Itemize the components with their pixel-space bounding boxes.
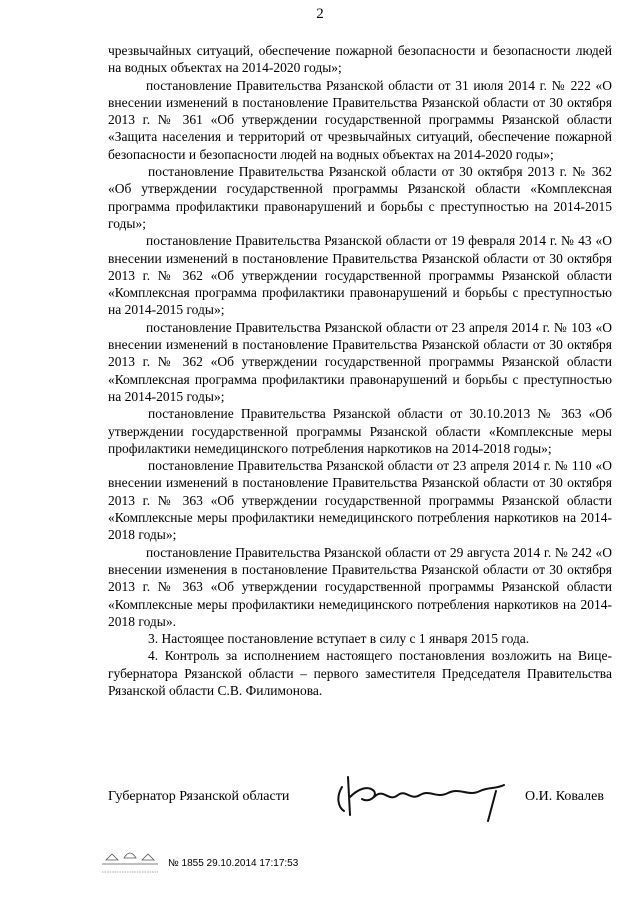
handwritten-signature — [328, 767, 528, 827]
paragraph: чрезвычайных ситуаций, обеспечение пожарной безопасности и безопасности людей на водных объектах на 2014-2020 годы»; — [108, 43, 612, 76]
signatory-title: Губернатор Рязанской области — [108, 789, 290, 804]
paragraph: постановление Правительства Рязанской области от 23 апреля 2014 г. № 110 «О внесении изменений в постановление Правительства Рязанской области от 30 октября 2013 г. № 363 «Об утверждении государственной программы Рязанской области «Комплексные меры профилактики немедицинского потребления наркотиков на 2014-2018 годы»; — [108, 458, 612, 543]
footer — [100, 848, 400, 878]
paragraph: 3. Настоящее постановление вступает в силу с 1 января 2015 года. — [148, 631, 530, 647]
registration-stamp: № 1855 29.10.2014 17:17:53 — [168, 858, 299, 869]
paragraph: постановление Правительства Рязанской области от 30.10.2013 № 363 «Об утверждении государственной программы Рязанской области «Комплексные меры профилактики немедицинского потребления наркотиков на 2014-2018 годы»; — [108, 406, 612, 456]
page-number: 2 — [316, 6, 324, 22]
paragraph: постановление Правительства Рязанской области от 31 июля 2014 г. № 222 «О внесении изменений в постановление Правительства Рязанской области от 30 октября 2013 г. № 361 «Об утверждении государственной программы Рязанской области «Защита населения и территорий от чрезвычайных ситуаций, обеспечение пожарной безопасности и безопасности людей на водных объектах на 2014-2020 годы»; — [108, 77, 612, 162]
paragraph: 4. Контроль за исполнением настоящего постановления возложить на Вице-губернатора Рязанской области – первого заместителя Председателя Правительства Рязанской области С.В. Филимонова. — [108, 648, 612, 698]
document-body — [108, 42, 612, 699]
government-emblem-icon — [100, 848, 160, 876]
paragraph: постановление Правительства Рязанской области от 30 октября 2013 г. № 362 «Об утверждении государственной программы Рязанской области «Комплексная программа профилактики правонарушений и борьбы с преступностью на 2014-2015 годы»; — [108, 164, 612, 231]
paragraph: постановление Правительства Рязанской области от 23 апреля 2014 г. № 103 «О внесении изменений в постановление Правительства Рязанской области от 30 октября 2013 г. № 362 «Об утверждении государственной программы Рязанской области «Комплексная программа профилактики правонарушений и борьбы с преступностью на 2014-2015 годы»; — [108, 319, 612, 404]
paragraph: постановление Правительства Рязанской области от 29 августа 2014 г. № 242 «О внесении изменения в постановление Правительства Рязанской области от 30 октября 2013 г. № 363 «Об утверждении государственной программы Рязанской области «Комплексные меры профилактики немедицинского потребления наркотиков на 2014-2018 годы». — [108, 544, 612, 629]
signatory-name: О.И. Ковалев — [525, 789, 604, 804]
paragraph: постановление Правительства Рязанской области от 19 февраля 2014 г. № 43 «О внесении изменений в постановление Правительства Рязанской области от 30 октября 2013 г. № 362 «Об утверждении государственной программы Рязанской области «Комплексная программа профилактики правонарушений и борьбы с преступностью на 2014-2015 годы»; — [108, 233, 612, 318]
